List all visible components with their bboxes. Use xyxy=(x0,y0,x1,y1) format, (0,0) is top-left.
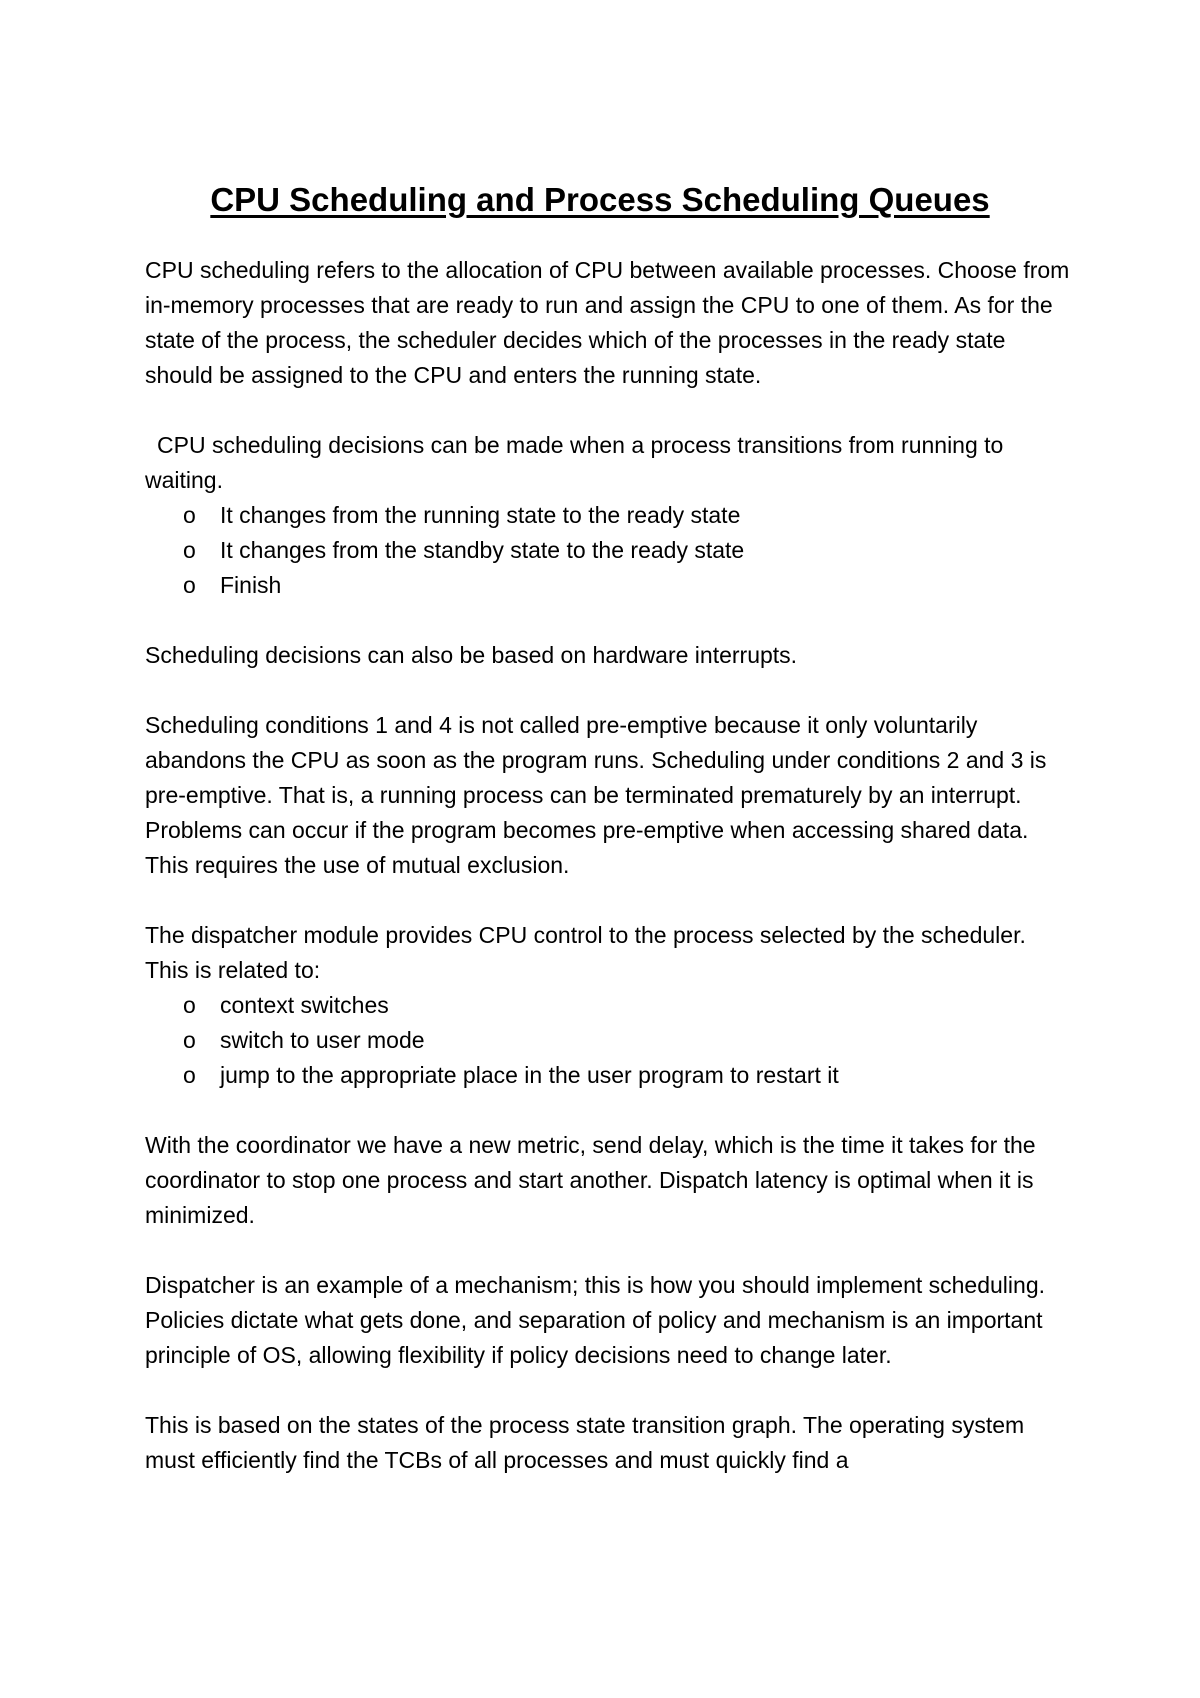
list-item xyxy=(145,533,1075,568)
list-transition-cases xyxy=(145,498,1075,603)
paragraph-process-state-graph: This is based on the states of the process state transition graph. The operating system must efficiently find the TCBs of all processes and must quickly find a xyxy=(145,1412,1025,1473)
page-title: CPU Scheduling and Process Scheduling Queues xyxy=(210,181,990,218)
list-dispatcher-functions xyxy=(145,988,1075,1093)
document-body xyxy=(145,253,1075,1513)
bullet-circle-icon: o xyxy=(183,1062,196,1088)
bullet-circle-icon: o xyxy=(183,502,196,528)
list-item xyxy=(145,568,1075,603)
bullet-circle-icon: o xyxy=(183,572,196,598)
list-item-text: context switches xyxy=(220,992,389,1018)
list-item xyxy=(145,1058,1075,1093)
list-item-text: It changes from the running state to the ready state xyxy=(220,502,741,528)
list-item xyxy=(145,1023,1075,1058)
list-item xyxy=(145,988,1075,1023)
bullet-circle-icon: o xyxy=(183,1027,196,1053)
list-item-text: Finish xyxy=(220,572,282,598)
paragraph-cpu-scheduling-intro: CPU scheduling refers to the allocation of CPU between available processes. Choose from in-memory processes that are ready to run and assign the CPU to one of them. As for the state of the process, the scheduler decides which of the processes in the ready state should be assigned to the CPU and enters the running state. xyxy=(145,257,1070,388)
bullet-circle-icon: o xyxy=(183,992,196,1018)
paragraph-dispatcher-module: The dispatcher module provides CPU control to the process selected by the scheduler. This is related to: xyxy=(145,922,1026,983)
list-item-text: It changes from the standby state to the ready state xyxy=(220,537,745,563)
paragraph-hardware-interrupts: Scheduling decisions can also be based on hardware interrupts. xyxy=(145,642,798,668)
paragraph-scheduling-decisions: CPU scheduling decisions can be made when a process transitions from running to waiting. xyxy=(145,432,1004,493)
paragraph-dispatch-latency: With the coordinator we have a new metric, send delay, which is the time it takes for the coordinator to stop one process and start another. Dispatch latency is optimal when it is minimized. xyxy=(145,1132,1036,1228)
paragraph-policy-mechanism: Dispatcher is an example of a mechanism; this is how you should implement scheduling. Policies dictate what gets done, and separation of policy and mechanism is an important principle of OS, allowing flexibility if policy decisions need to change later. xyxy=(145,1272,1045,1368)
paragraph-preemptive-conditions: Scheduling conditions 1 and 4 is not called pre-emptive because it only voluntarily abandons the CPU as soon as the program runs. Scheduling under conditions 2 and 3 is pre-emptive. That is, a running process can be terminated prematurely by an interrupt. Problems can occur if the program becomes pre-emptive when accessing shared data. This requires the use of mutual exclusion. xyxy=(145,712,1047,878)
bullet-circle-icon: o xyxy=(183,537,196,563)
list-item-text: jump to the appropriate place in the user program to restart it xyxy=(220,1062,839,1088)
list-item xyxy=(145,498,1075,533)
list-item-text: switch to user mode xyxy=(220,1027,425,1053)
